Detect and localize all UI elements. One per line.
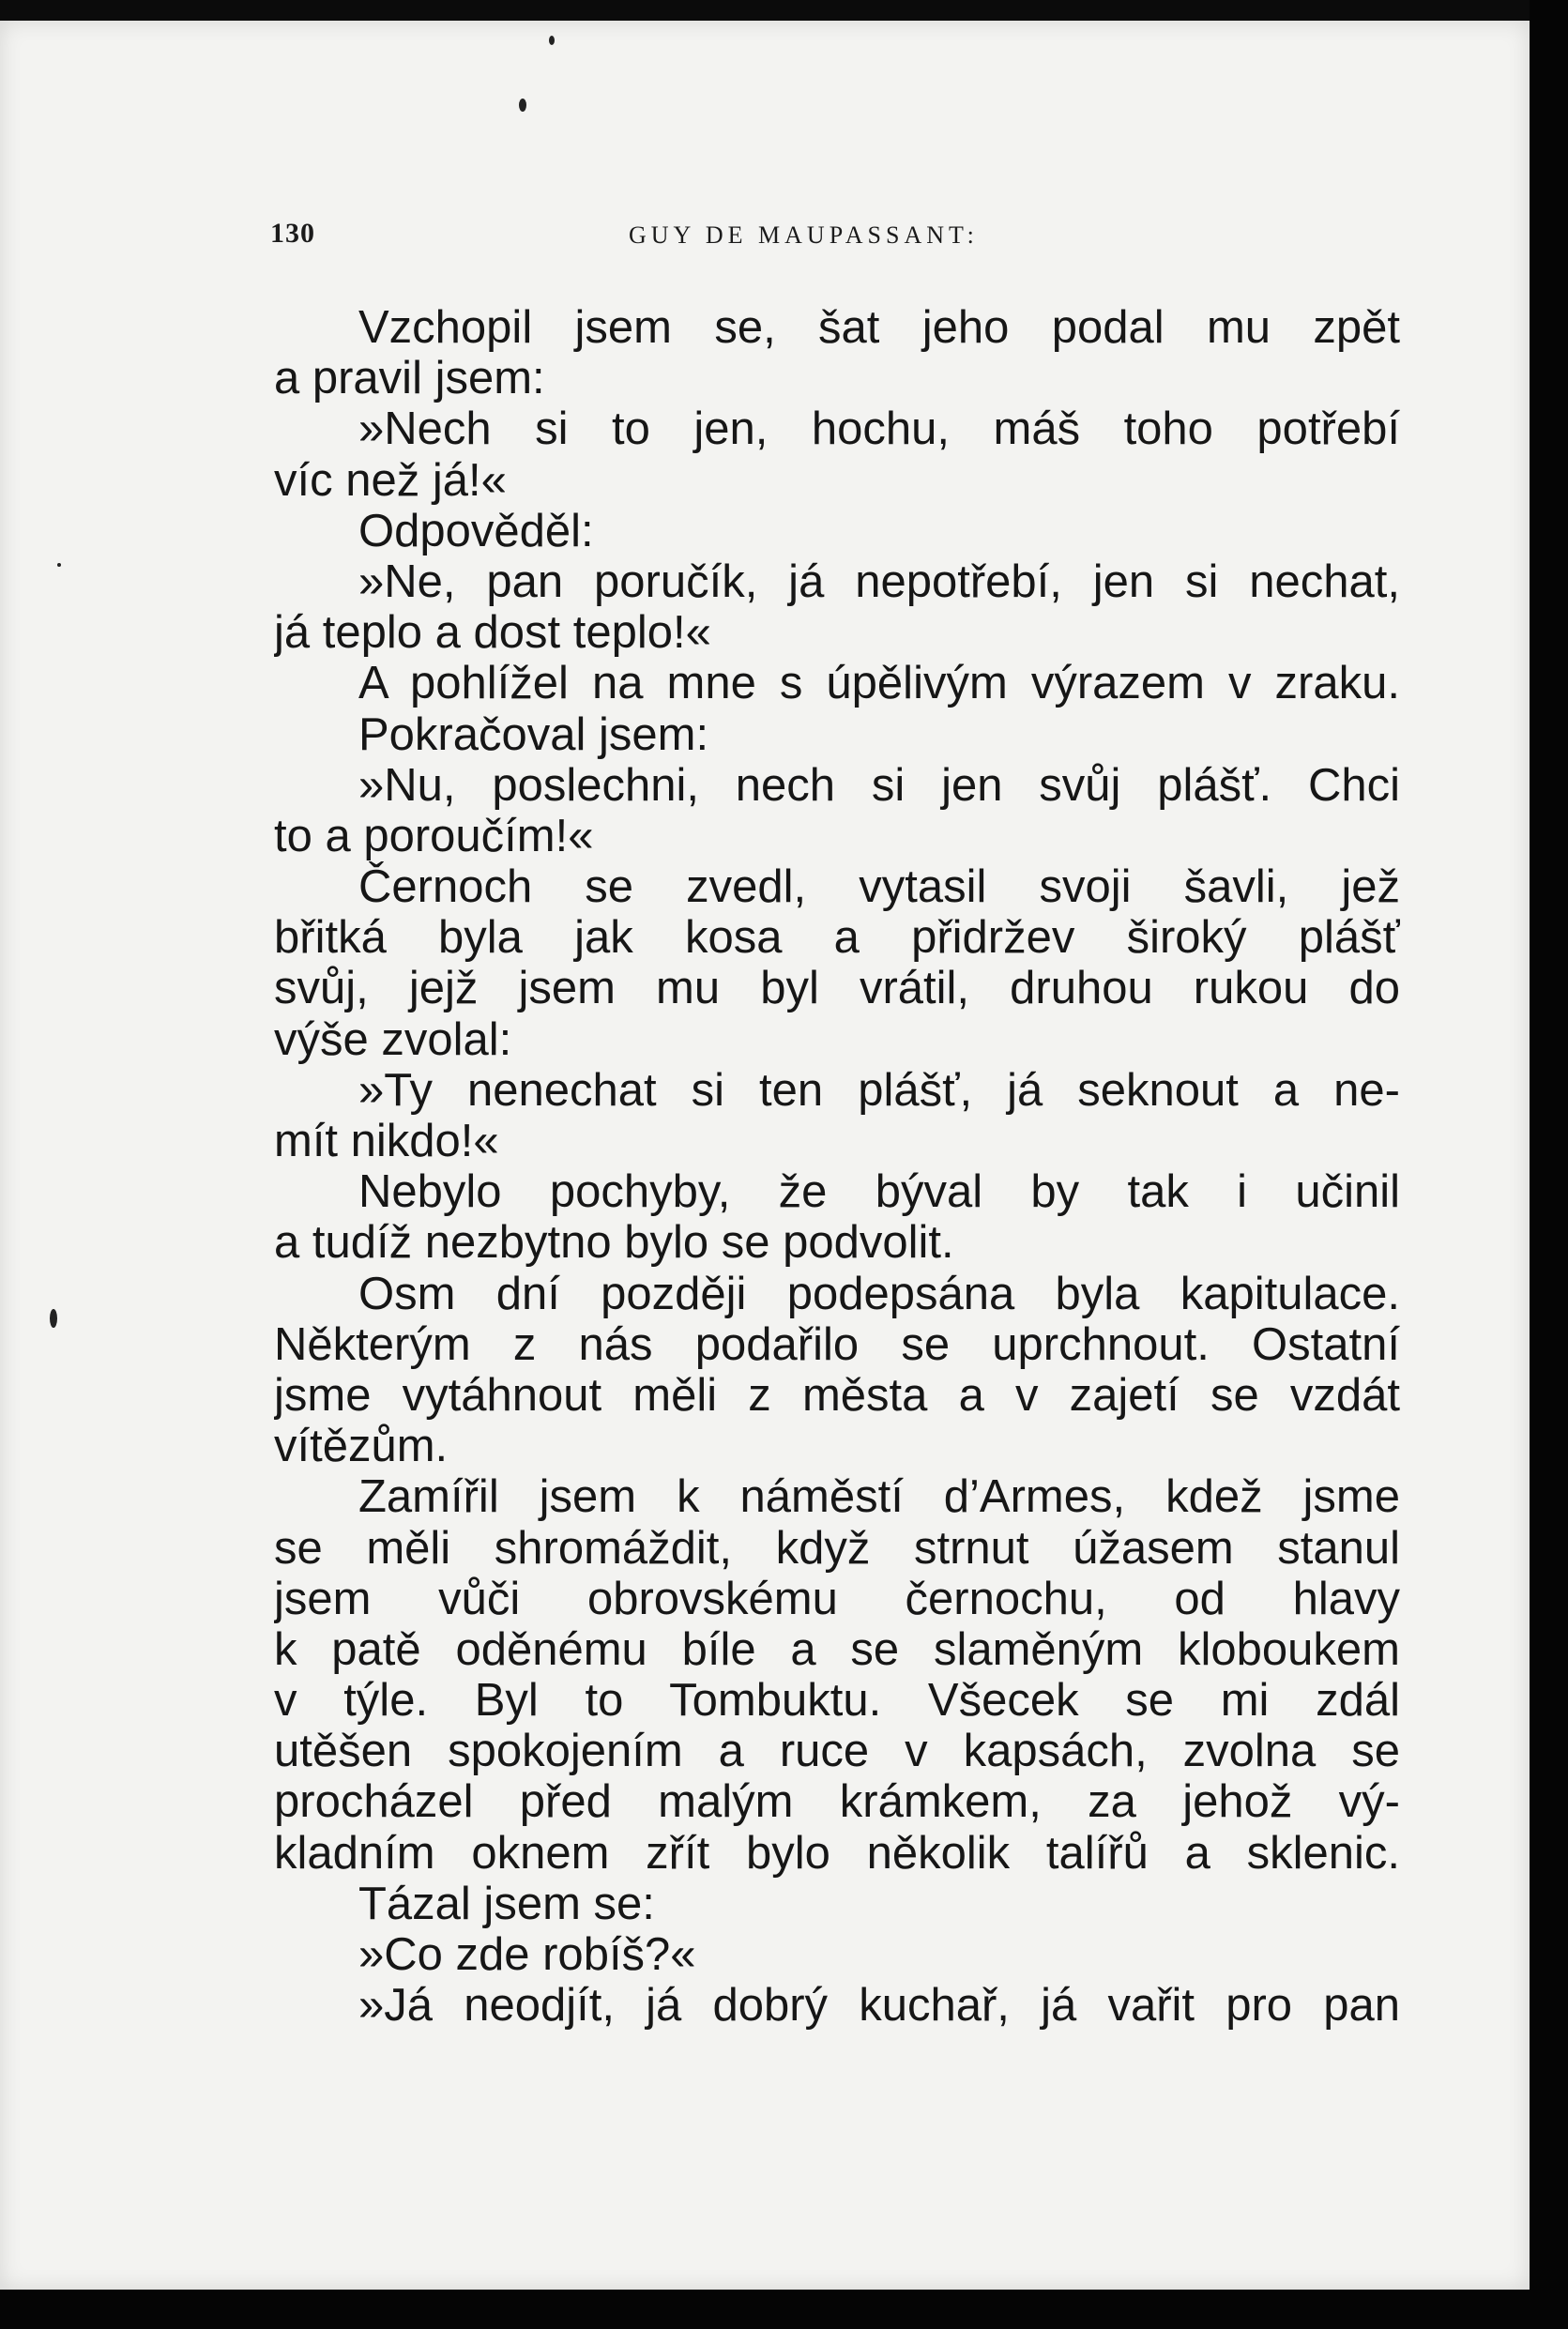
scan-edge-bottom	[0, 2290, 1568, 2329]
text-line: »Ty nenechat si ten plášť, já seknout a ne-	[358, 1064, 1400, 1116]
text-line: a pravil jsem:	[274, 353, 545, 404]
text-line: já teplo a dost teplo!«	[274, 607, 711, 659]
text-line: Vzchopil jsem se, šat jeho podal mu zpět	[358, 302, 1400, 353]
text-line: se měli shromáždit, když strnut úžasem stanul	[274, 1522, 1400, 1574]
text-line: Pokračoval jsem:	[358, 708, 709, 760]
text-line: Některým z nás podařilo se uprchnout. Ostatní	[274, 1318, 1400, 1370]
scan-speck	[57, 563, 61, 567]
scan-speck	[50, 1309, 57, 1328]
text-line: kladním oknem zřít bylo několik talířů a sklenic.	[274, 1827, 1400, 1879]
body-text	[274, 302, 1400, 2031]
text-line: vítězům.	[274, 1421, 449, 1472]
text-line: »Nech si to jen, hochu, máš toho potřebí	[358, 403, 1400, 455]
text-line: utěšen spokojením a ruce v kapsách, zvolna se	[274, 1726, 1400, 1777]
text-line: A pohlížel na mne s úpělivým výrazem v zraku.	[358, 658, 1400, 709]
text-line: »Co zde robíš?«	[358, 1929, 696, 1980]
text-line: v týle. Byl to Tombuktu. Všecek se mi zdál	[274, 1675, 1400, 1727]
text-line: »Ne, pan poručík, já nepotřebí, jen si nechat,	[358, 556, 1400, 607]
text-line: jsem vůči obrovskému černochu, od hlavy	[274, 1573, 1400, 1624]
scan-edge-right	[1530, 0, 1568, 2329]
text-line: Tázal jsem se:	[358, 1878, 655, 1929]
text-line: Osm dní později podepsána byla kapitulace.	[358, 1268, 1400, 1319]
text-line: to a poroučím!«	[274, 810, 594, 861]
text-line: Nebylo pochyby, že býval by tak i učinil	[358, 1166, 1400, 1218]
scan-speck	[549, 36, 555, 45]
text-line: k patě oděnému bíle a se slaměným kloboukem	[274, 1623, 1400, 1675]
page-number: 130	[270, 218, 315, 249]
text-line: Zamířil jsem k náměstí d’Armes, kdež jsme	[358, 1471, 1400, 1523]
text-line: a tudíž nezbytno bylo se podvolit.	[274, 1217, 954, 1269]
text-line: »Já neodjít, já dobrý kuchař, já vařit pro pan	[358, 1980, 1400, 2032]
running-head: GUY DE MAUPASSANT:	[629, 221, 979, 249]
text-line: Černoch se zvedl, vytasil svoji šavli, jež	[358, 861, 1400, 913]
text-line: mít nikdo!«	[274, 1116, 499, 1166]
page-header	[270, 218, 1396, 255]
text-line: »Nu, poslechni, nech si jen svůj plášť. Chci	[358, 759, 1400, 811]
text-line: víc než já!«	[274, 454, 507, 506]
text-line: výše zvolal:	[274, 1013, 512, 1065]
text-line: Odpověděl:	[358, 505, 594, 556]
text-line: procházel před malým krámkem, za jehož vý-	[274, 1776, 1400, 1828]
text-line: svůj, jejž jsem mu byl vrátil, druhou rukou do	[274, 963, 1400, 1014]
text-line: břitká byla jak kosa a přidržev široký plášť	[274, 912, 1400, 964]
text-line: jsme vytáhnout měli z města a v zajetí se vzdát	[274, 1369, 1400, 1421]
scan-speck	[519, 99, 526, 112]
